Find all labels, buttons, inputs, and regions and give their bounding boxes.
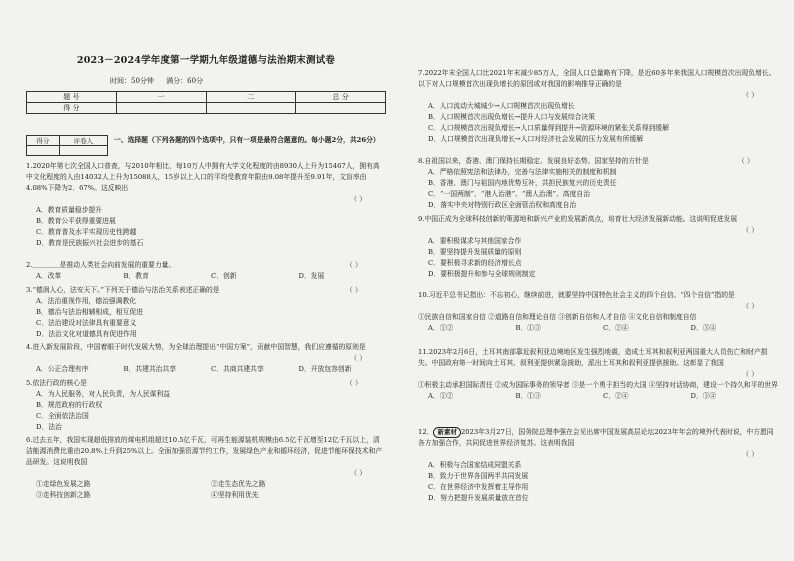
answer-bracket: （ ）	[346, 286, 362, 294]
answer-bracket: （ ）	[742, 91, 758, 99]
question-text: 8.自祖国以来，香港、澳门保持长期稳定、发展良好态势。国家坚持的方针是	[418, 157, 649, 165]
grader-header-row	[27, 136, 108, 146]
question-7	[418, 68, 778, 145]
score-table-cell: 二	[206, 92, 296, 103]
option-row	[26, 271, 386, 282]
option: B．致力于世界各国两半共同发展	[428, 472, 529, 480]
option: D．落实中央对特别行政区全面管治权和高度自治	[428, 201, 577, 209]
option: B．教育	[123, 272, 149, 280]
option: B．人口规模首次出现负增长→提升人口与发展综合决策	[428, 113, 596, 121]
score-table-empty-cell	[116, 103, 206, 114]
question-10	[418, 290, 778, 334]
option: D．法治文化对道德具有促进作用	[36, 330, 137, 338]
option: A．严格依照宪法和法律办，完善与法律实施相关的制度和机制	[428, 168, 617, 176]
question-3	[26, 285, 386, 340]
option: A．要积极谋求与其他国家合作	[428, 237, 522, 245]
option: D．人口规模首次出现负增长→人口对经济社会发展的压力发展有所缓解	[428, 135, 644, 143]
question-body: 2023年3月27日，国务院总理李强在会见出席中国发展高层论坛2023年年会的境外代表时说，中方愿同各方加强合作，共同促进世界经济复苏。这表明我国	[418, 428, 774, 447]
score-table-cell: 一	[116, 92, 206, 103]
question-5	[26, 378, 386, 433]
statement-list: ①积极主动承担国际责任 ②成为国际事务的领导者 ③是一个勇于担当的大国 ④坚持对话协商，建设一个持久和平的世界	[418, 381, 778, 389]
option: D．要积极提升和参与全球规则制定	[428, 270, 536, 278]
answer-bracket: （ ）	[742, 302, 758, 310]
option: A．①②	[428, 392, 454, 400]
question-text: 5.依法行政的核心是	[26, 379, 87, 387]
score-table-cell: 题 号	[27, 92, 117, 103]
answer-bracket: （ ）	[742, 226, 758, 234]
grader-table	[26, 135, 108, 156]
option: ②走生态优先之路	[211, 480, 266, 488]
question-11	[418, 347, 778, 402]
option: ①走绿色发展之路	[36, 480, 91, 488]
option-row	[418, 391, 778, 402]
option: B．①③	[515, 324, 541, 332]
question-text: 9.中国正成为全球科技创新的策源地和新兴产业的发展新高点，培育壮大经济发展新动能。这说明促进发展	[418, 215, 738, 223]
option: B．共建共治共享	[123, 365, 177, 373]
option: A．法治重视作用，德治强调教化	[36, 297, 137, 305]
option: C．法治建设对法律具有重要意义	[36, 319, 137, 327]
score-table-empty-cell	[206, 103, 296, 114]
answer-bracket: （ ）	[742, 370, 758, 378]
question-2	[26, 260, 386, 282]
question-number: 12．	[418, 428, 434, 436]
option: D．法治	[36, 423, 62, 431]
answer-bracket: （ ）	[742, 450, 758, 458]
score-table-cell: 得 分	[27, 103, 117, 114]
answer-bracket: （ ）	[346, 261, 362, 269]
question-text: 10.习近平总书记指出：不忘初心，继续前进，就要坚持中国特色社会主义的四个自信。“四个自信”指的是	[418, 291, 735, 299]
question-text: 2.＿＿＿＿是推动人类社会向前发展的重要力量。	[26, 261, 176, 269]
option: A．①②	[428, 324, 454, 332]
option: A．为人民服务，对人民负责，为人民谋利益	[36, 390, 171, 398]
question-1	[26, 161, 386, 249]
exam-title: 2023－2024学年度第一学期九年级道德与法治期末测试卷	[76, 55, 336, 66]
option: D．开放包容创新	[298, 365, 352, 373]
option: D．③④	[690, 392, 717, 400]
option: C．共商共建共享	[211, 365, 264, 373]
option: B．德治与法治相辅相成，相互促进	[36, 308, 143, 316]
question-text	[418, 427, 778, 449]
option: ③走科技创新之路	[36, 491, 91, 499]
grader-score-label: 得分	[27, 136, 60, 146]
option-row	[418, 323, 778, 334]
exam-meta: 时间：50分钟 满分：60分	[110, 77, 204, 85]
option: C．全面依法治国	[36, 412, 89, 420]
grader-empty-cell	[59, 146, 107, 156]
option: C．教育普及水平实现历史性跨越	[36, 228, 137, 236]
answer-bracket: （ ）	[350, 354, 366, 362]
question-text: 4.进入新发展阶段，中国着眼于时代发展大势，为全球治理提出“中国方案”，贡献中国智慧，我们应遵循的原则是	[26, 343, 366, 351]
question-text: 3.“德润人心，法安天下。”下列关于德治与法治关系表述正确的是	[26, 286, 220, 294]
section-heading: 一、选择题（下列各题的四个选项中，只有一项是最符合题意的。每小题2分，共26分）	[114, 136, 380, 144]
option: D．教育是民族振兴社会进步的基石	[36, 239, 144, 247]
option: B．要坚持提升发展质量的原则	[428, 248, 522, 256]
statement-list: ①民族自信和国家自信 ②道路自信和理论自信 ③创新自信和人才自信 ④文化自信和制度自信	[418, 313, 697, 321]
option-row	[26, 490, 386, 501]
option-row	[26, 364, 386, 375]
grader-empty-cell	[27, 146, 60, 156]
question-12	[418, 427, 778, 504]
question-6	[26, 435, 386, 501]
question-4	[26, 342, 386, 375]
answer-bracket: （ ）	[738, 157, 754, 165]
option: C．②④	[603, 392, 629, 400]
option: B．规范政府的行政权	[36, 401, 103, 409]
score-table	[26, 91, 386, 114]
option: C．人口规模首次出现负增长→人口质量得到提升→资源环境的紧张关系得到缓解	[428, 124, 669, 132]
score-table-row	[27, 103, 386, 114]
score-table-empty-cell	[296, 103, 386, 114]
question-text: 1.2020年第七次全国人口普查，与2010年相比，每10万人中拥有大学文化程度的由8930人上升为15467人，拥有高中文化程度的人由14032人上升为15088人，15岁以上人口的平均受教育年限由9.08年提升至9.91年，文盲率由4.08%下降为2．67%。这反映出	[26, 162, 380, 192]
option: A．改革	[36, 272, 62, 280]
question-8	[418, 156, 778, 211]
option-row	[26, 479, 386, 490]
option: D．努力把提升发展质量放在首位	[428, 494, 529, 502]
option: B．①③	[515, 392, 541, 400]
answer-bracket: （ ）	[350, 469, 366, 477]
option: A．公正合理有序	[36, 365, 89, 373]
new-material-badge: 新素材	[433, 427, 461, 438]
option: C．在世界经济中发挥着主导作用	[428, 483, 529, 491]
question-text: 11.2023年2月6日，土耳其南部靠近叙利亚边境地区发生强烈地震，造成土耳其和叙利亚两国重大人员伤亡和财产损失。中国政府第一时间向土耳其、叙利亚提供紧急援助，派出土耳其和叙利亚提供援助。这彰显了我国	[418, 348, 768, 367]
score-table-header-row	[27, 92, 386, 103]
option: A．积极与合国家结成同盟关系	[428, 461, 522, 469]
option: B．教育公平获得重要进展	[36, 217, 116, 225]
grader-name-label: 评卷人	[59, 136, 107, 146]
option: D．③④	[690, 324, 717, 332]
option: A．人口流动大城城少→人口规模首次出现负增长	[428, 102, 575, 110]
question-text: 6.过去五年，我国实现超低排放的煤电机组超过10.5亿千瓦，可再生能源装机规模由6.5亿千瓦增至12亿千瓦以上，清洁能源消费比重由20.8%上升到25%以上。全面加强资源节约工作，发展绿色产业和循环经济，促进节能环保技术和产品研发。这说明我国	[26, 436, 383, 466]
option: ④坚持利用优先	[211, 491, 259, 499]
option: B．香港、澳门与祖国内地优势互补，共担民族复兴的历史责任	[428, 179, 617, 187]
question-9	[418, 214, 778, 280]
answer-bracket: （ ）	[350, 195, 366, 203]
option: D．发展	[298, 272, 325, 280]
option: C．创新	[211, 272, 237, 280]
option: C．②④	[603, 324, 629, 332]
option: C．“一国两制”、“港人治港”、“澳人治澳”、高度自治	[428, 190, 590, 198]
option: A．教育质量稳步提升	[36, 206, 103, 214]
answer-bracket: （ ）	[346, 379, 362, 387]
question-text: 7.2022年末全国人口比2021年末减少85万人，全国人口总量略有下降，是近60多年来我国人口规模首次出现负增长。以下对人口规模首次出现负增长的原因或对我国的影响推导正确的是	[418, 69, 776, 88]
option: C．要积极寻求新的经济增长点	[428, 259, 522, 267]
score-table-cell: 总 分	[296, 92, 386, 103]
grader-row	[27, 146, 108, 156]
